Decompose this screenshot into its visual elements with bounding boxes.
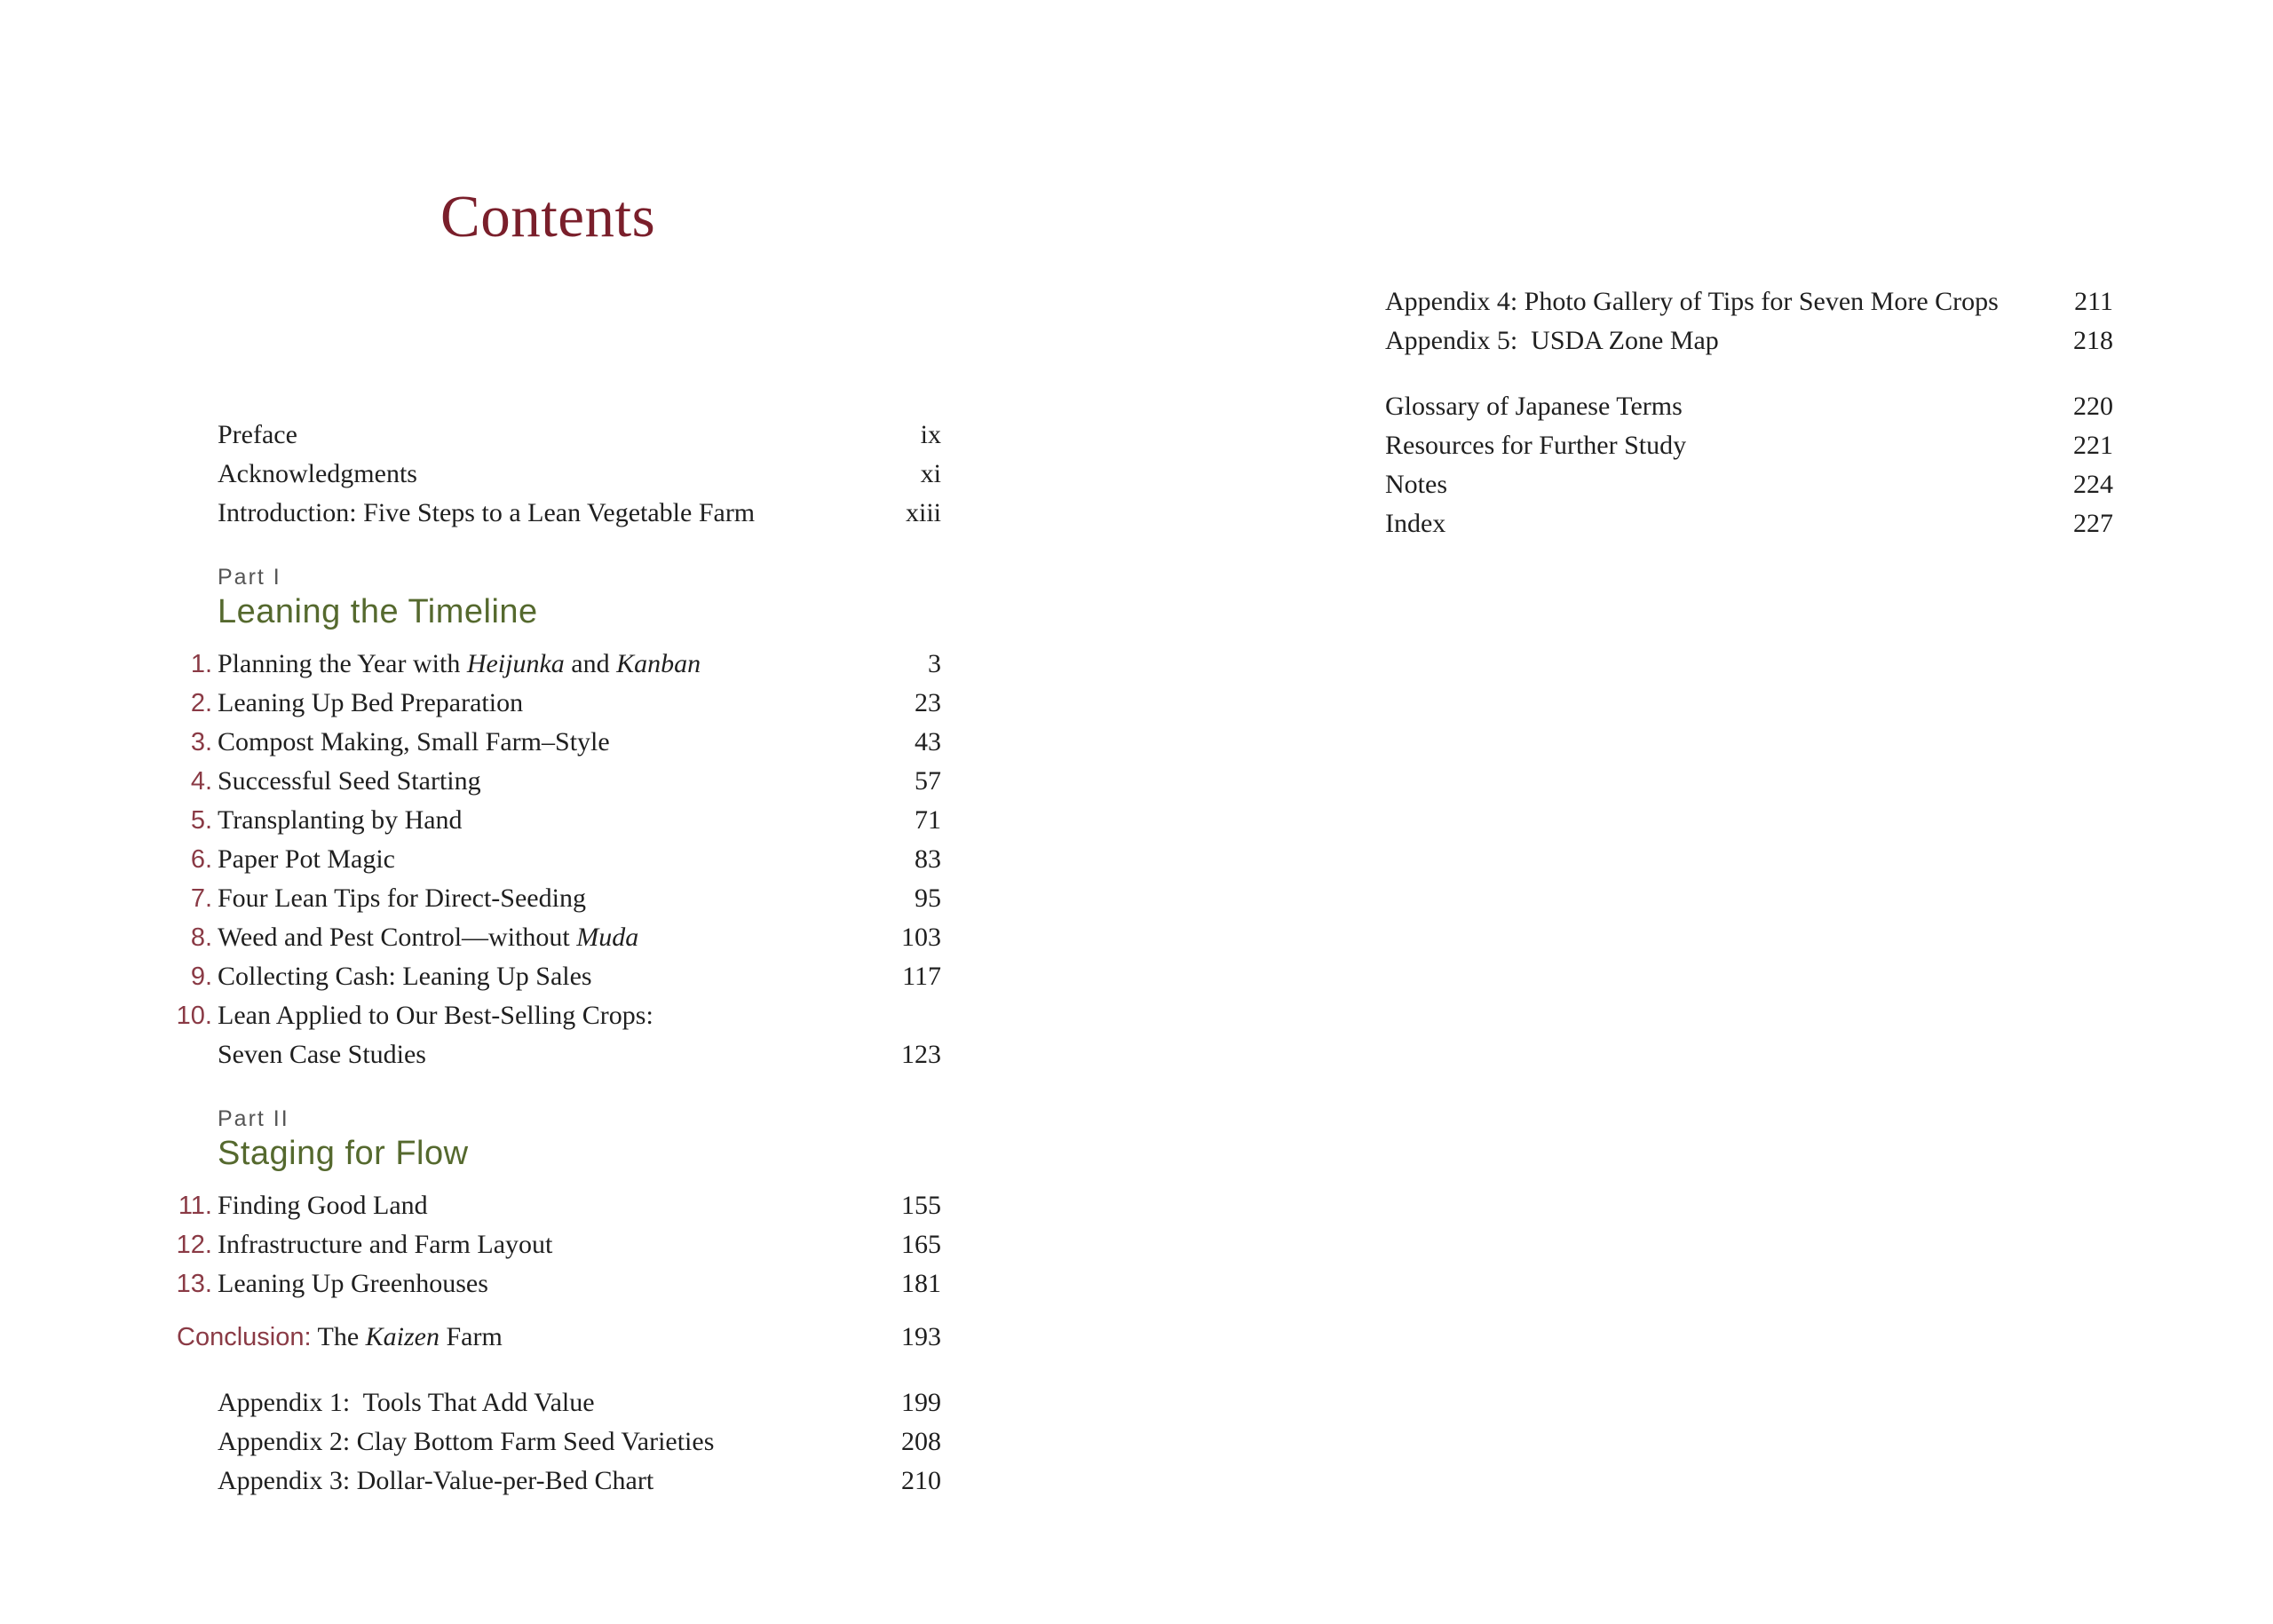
entry-title: Resources for Further Study: [1385, 431, 1687, 460]
entry-page: 227: [2073, 509, 2113, 538]
entry-title: Index: [1385, 509, 1446, 538]
toc-entry-chapter-10[interactable]: [176, 996, 941, 1035]
entry-title: Glossary of Japanese Terms: [1385, 392, 1683, 421]
entry-title: Appendix 2: Clay Bottom Farm Seed Varieties: [218, 1427, 715, 1456]
entry-title: 2. Leaning Up Bed Preparation: [218, 684, 523, 723]
toc-entry-acknowledgments[interactable]: [218, 455, 941, 494]
toc-entry-chapter-2[interactable]: [190, 684, 941, 723]
toc-entry-chapter-10-cont[interactable]: [218, 1035, 941, 1074]
entry-page: 43: [915, 727, 941, 757]
entry-title: 7. Four Lean Tips for Direct-Seeding: [218, 879, 586, 918]
toc-entry-glossary[interactable]: [1385, 387, 2113, 426]
entry-page: 57: [915, 766, 941, 796]
entry-page: 181: [901, 1269, 941, 1298]
toc-entry-introduction[interactable]: [218, 494, 941, 533]
entry-title: Appendix 4: Photo Gallery of Tips for Seven More Crops: [1385, 287, 1999, 316]
chapter-number: 3.: [190, 728, 212, 757]
entry-title: Appendix 1: Tools That Add Value: [218, 1388, 595, 1417]
entry-page: 221: [2073, 431, 2113, 460]
entry-page: 199: [901, 1388, 941, 1417]
toc-entry-chapter-11[interactable]: [178, 1186, 941, 1225]
part-title: Leaning the Timeline: [218, 593, 538, 630]
entry-title: 11. Finding Good Land: [218, 1186, 428, 1225]
toc-entry-preface[interactable]: [218, 416, 941, 455]
toc-entry-chapter-7[interactable]: [190, 879, 941, 918]
entry-title: Appendix 5: USDA Zone Map: [1385, 326, 1719, 355]
chapter-number: 4.: [190, 767, 212, 796]
entry-title: 9. Collecting Cash: Leaning Up Sales: [218, 957, 592, 996]
entry-page: 71: [915, 805, 941, 835]
part-title: Staging for Flow: [218, 1135, 469, 1172]
toc-entry-chapter-12[interactable]: [176, 1225, 941, 1264]
entry-page: 208: [901, 1427, 941, 1456]
entry-title: 13. Leaning Up Greenhouses: [218, 1264, 488, 1303]
toc-entry-chapter-4[interactable]: [190, 762, 941, 801]
entry-page: 95: [915, 883, 941, 913]
entry-title: 10. Lean Applied to Our Best-Selling Crops:: [218, 996, 653, 1035]
toc-entry-appendix-4[interactable]: [1385, 282, 2113, 321]
chapter-number: 8.: [190, 923, 212, 952]
toc-entry-chapter-6[interactable]: [190, 840, 941, 879]
chapter-number: 6.: [190, 845, 212, 874]
part-label: Part II: [218, 1106, 289, 1131]
entry-title: 8. Weed and Pest Control—without Muda: [218, 918, 638, 957]
entry-page: 103: [901, 923, 941, 952]
page-title: Contents: [440, 184, 656, 250]
entry-title: 6. Paper Pot Magic: [218, 840, 395, 879]
entry-title: Acknowledgments: [218, 459, 417, 488]
toc-entry-index[interactable]: [1385, 504, 2113, 543]
toc-entry-resources[interactable]: [1385, 426, 2113, 465]
entry-page: 210: [901, 1466, 941, 1495]
entry-title: Introduction: Five Steps to a Lean Vegetable Farm: [218, 498, 756, 527]
chapter-number: 5.: [190, 806, 212, 835]
chapter-number: 12.: [176, 1231, 212, 1259]
entry-title: 1. Planning the Year with Heijunka and Kanban: [218, 645, 701, 684]
chapter-number: 11.: [178, 1192, 212, 1220]
entry-page: 193: [901, 1322, 941, 1351]
entry-page: 117: [902, 962, 941, 991]
entry-page: 83: [915, 844, 941, 874]
part-label: Part I: [218, 565, 281, 590]
entry-title: 5. Transplanting by Hand: [218, 801, 463, 840]
entry-page: 211: [2074, 287, 2113, 316]
toc-entry-chapter-9[interactable]: [190, 957, 941, 996]
chapter-number: 13.: [176, 1270, 212, 1298]
toc-entry-chapter-13[interactable]: [176, 1264, 941, 1303]
toc-entry-chapter-5[interactable]: [190, 801, 941, 840]
toc-entry-chapter-1[interactable]: [190, 645, 941, 684]
entry-page: 165: [901, 1230, 941, 1259]
entry-page: 224: [2073, 470, 2113, 499]
entry-title: Appendix 3: Dollar-Value-per-Bed Chart: [218, 1466, 654, 1495]
entry-page: 23: [915, 688, 941, 717]
entry-title-line2: Seven Case Studies: [218, 1040, 426, 1069]
chapter-number: 2.: [190, 689, 212, 717]
toc-entry-appendix-3[interactable]: [218, 1462, 941, 1501]
entry-page: 123: [901, 1040, 941, 1069]
entry-title: 3. Compost Making, Small Farm–Style: [218, 723, 610, 762]
entry-title: Preface: [218, 420, 297, 449]
entry-page: 3: [928, 649, 941, 678]
entry-title: 4. Successful Seed Starting: [218, 762, 481, 801]
entry-title: Notes: [1385, 470, 1447, 499]
toc-entry-chapter-8[interactable]: [190, 918, 941, 957]
entry-page: xiii: [905, 498, 941, 527]
toc-entry-appendix-5[interactable]: [1385, 321, 2113, 360]
entry-page: 218: [2073, 326, 2113, 355]
chapter-number: 1.: [190, 650, 212, 678]
toc-entry-appendix-2[interactable]: [218, 1422, 941, 1462]
entry-page: 220: [2073, 392, 2113, 421]
toc-entry-chapter-3[interactable]: [190, 723, 941, 762]
toc-entry-appendix-1[interactable]: [218, 1383, 941, 1422]
entry-page: 155: [901, 1191, 941, 1220]
entry-title: 12. Infrastructure and Farm Layout: [218, 1225, 552, 1264]
entry-title: Conclusion: The Kaizen Farm: [177, 1322, 503, 1351]
chapter-number: 9.: [190, 963, 212, 991]
conclusion-label: Conclusion:: [177, 1323, 312, 1351]
chapter-number: 10.: [176, 1002, 212, 1030]
entry-page: ix: [920, 420, 941, 449]
toc-entry-conclusion[interactable]: [177, 1318, 941, 1357]
toc-entry-notes[interactable]: [1385, 465, 2113, 504]
chapter-number: 7.: [190, 884, 212, 913]
entry-page: xi: [920, 459, 941, 488]
